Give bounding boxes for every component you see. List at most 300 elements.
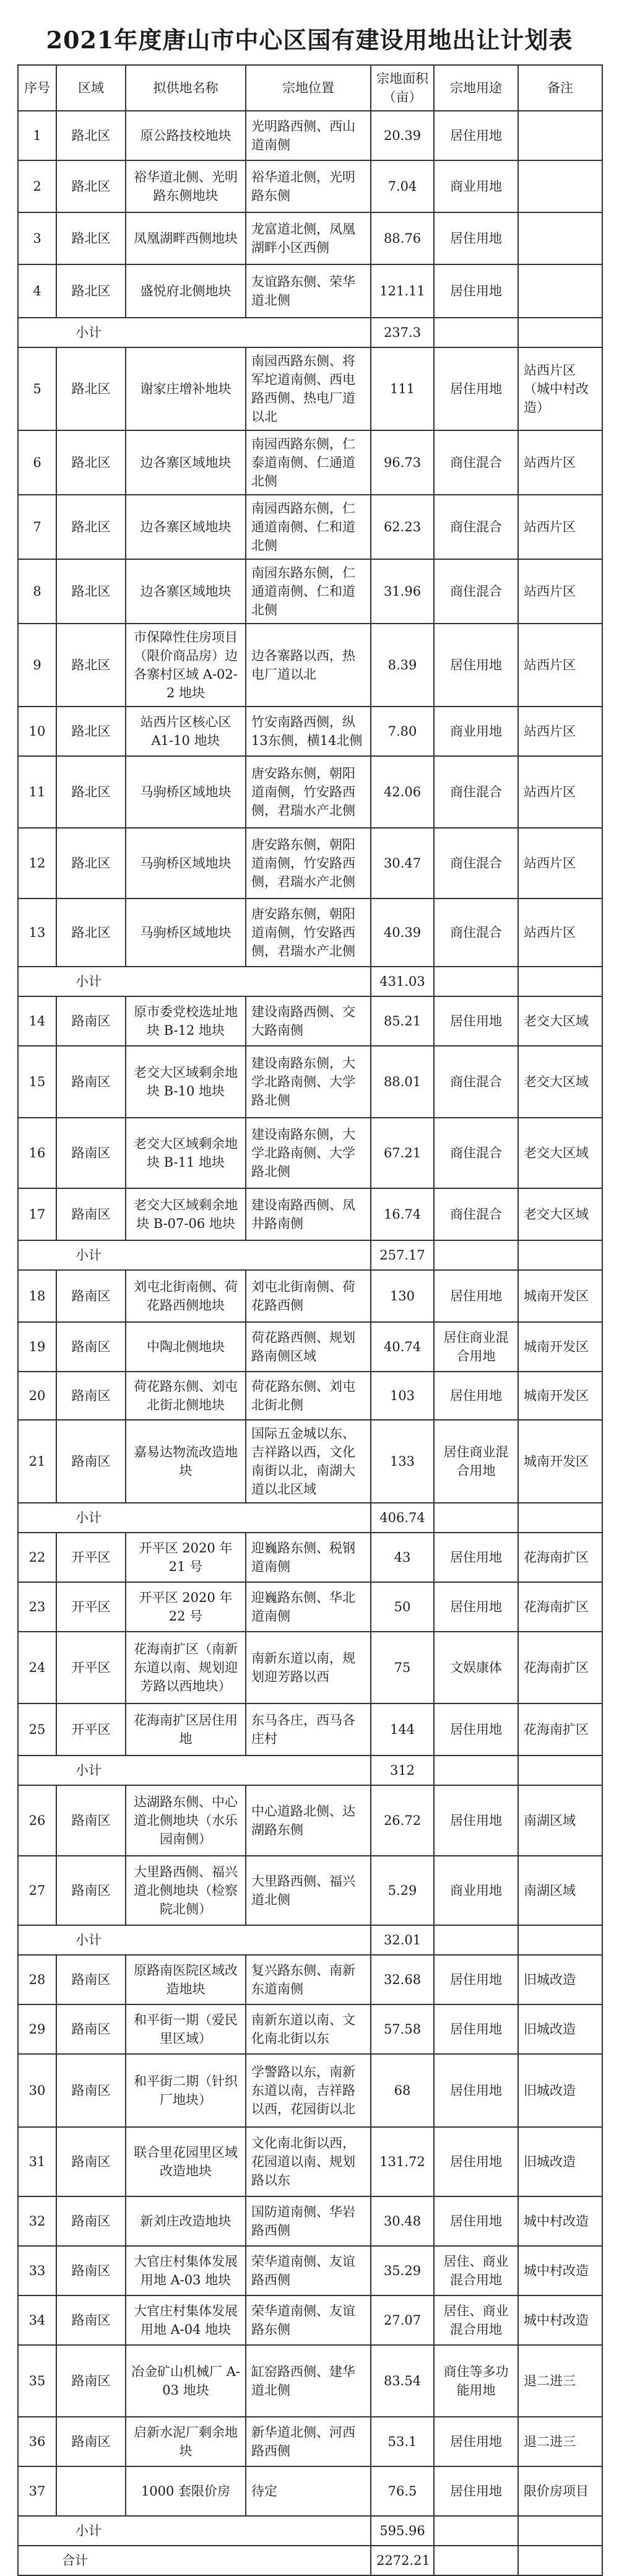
land-use-cell: 居住用地 [434, 347, 518, 430]
location-cell: 唐安路东侧，朝阳道南侧，竹安路西侧，君瑞水产北侧 [246, 828, 371, 899]
table-row [18, 2004, 602, 2054]
location-cell: 待定 [246, 2466, 371, 2516]
table-row [18, 2295, 602, 2345]
district-cell: 路南区 [56, 1420, 126, 1503]
table-row [18, 996, 602, 1046]
area-cell: 83.54 [371, 2345, 434, 2417]
land-use-cell: 居住用地 [434, 2196, 518, 2246]
parcel-name-cell: 马驹桥区域地块 [126, 899, 246, 967]
table-row [18, 624, 602, 707]
note-cell: 退二进三 [518, 2345, 602, 2417]
table-row [18, 1582, 602, 1632]
area-cell: 30.48 [371, 2196, 434, 2246]
parcel-name-cell: 刘屯北街南侧、荷花路西侧地块 [126, 1270, 246, 1322]
land-use-cell: 居住用地 [434, 2466, 518, 2516]
district-cell: 路南区 [56, 2054, 126, 2127]
subtotal-row [18, 2516, 602, 2546]
land-use-cell: 商住混合 [434, 559, 518, 624]
row-number: 24 [18, 1632, 56, 1704]
district-cell: 路南区 [56, 2417, 126, 2466]
district-cell: 路南区 [56, 2295, 126, 2345]
note-cell: 花海南扩区 [518, 1582, 602, 1632]
land-use-cell: 居住用地 [434, 1533, 518, 1582]
location-cell: 建设南路西侧、凤井路南侧 [246, 1188, 371, 1240]
land-use-cell: 居住用地 [434, 996, 518, 1046]
land-use-cell: 居住用地 [434, 111, 518, 160]
row-number: 34 [18, 2295, 56, 2345]
district-cell: 路北区 [56, 111, 126, 160]
note-cell: 花海南扩区 [518, 1632, 602, 1704]
location-cell: 缸窑路西侧、建华道北侧 [246, 2345, 371, 2417]
note-cell: 花海南扩区 [518, 1704, 602, 1756]
land-use-cell: 居住用地 [434, 1704, 518, 1756]
table-row [18, 264, 602, 318]
location-cell: 南新东道以南、文化南北街以东 [246, 2004, 371, 2054]
row-number: 25 [18, 1704, 56, 1756]
parcel-name-cell: 大官庄村集体发展用地 A-03 地块 [126, 2246, 246, 2295]
table-row [18, 347, 602, 430]
subtotal-row [18, 1503, 602, 1533]
land-use-cell: 居住商业混合用地 [434, 1420, 518, 1503]
table-row [18, 495, 602, 559]
note-cell: 城中村改造 [518, 2196, 602, 2246]
area-cell: 130 [371, 1270, 434, 1322]
empty-cell [518, 1240, 602, 1270]
location-cell: 建设南路东侧，大学北路南侧、大学路北侧 [246, 1118, 371, 1188]
land-use-cell: 居住、商业混合用地 [434, 2295, 518, 2345]
empty-cell [518, 1925, 602, 1955]
area-cell: 103 [371, 1372, 434, 1420]
table-body [18, 111, 602, 2575]
note-cell: 城南开发区 [518, 1420, 602, 1503]
note-cell: 站西片区 [518, 559, 602, 624]
note-cell [518, 160, 602, 212]
location-cell: 学警路以东，南新东道以南，吉祥路以西，花园街以北 [246, 2054, 371, 2127]
parcel-name-cell: 裕华道北侧、光明路东侧地块 [126, 160, 246, 212]
parcel-name-cell: 盛悦府北侧地块 [126, 264, 246, 318]
subtotal-label: 小计 [18, 318, 371, 347]
area-cell: 35.29 [371, 2246, 434, 2295]
note-cell: 花海南扩区 [518, 1533, 602, 1582]
table-row [18, 1704, 602, 1756]
location-cell: 唐安路东侧，朝阳道南侧，竹安路西侧，君瑞水产北侧 [246, 756, 371, 828]
area-cell: 8.39 [371, 624, 434, 707]
table-row [18, 1372, 602, 1420]
district-cell: 路北区 [56, 707, 126, 756]
note-cell: 老交大区域 [518, 996, 602, 1046]
table-row [18, 1955, 602, 2004]
parcel-name-cell: 联合里花园里区域改造地块 [126, 2127, 246, 2196]
district-cell: 路南区 [56, 2246, 126, 2295]
land-use-cell: 商住混合 [434, 430, 518, 495]
land-use-cell: 商住混合 [434, 1118, 518, 1188]
location-cell: 国防道南侧、华岩路西侧 [246, 2196, 371, 2246]
total-label: 合计 [18, 2546, 371, 2575]
table-row [18, 1785, 602, 1856]
parcel-name-cell: 原市委党校选址地块 B-12 地块 [126, 996, 246, 1046]
land-use-cell: 居住用地 [434, 2417, 518, 2466]
table-row [18, 1118, 602, 1188]
parcel-name-cell: 马驹桥区域地块 [126, 828, 246, 899]
note-cell: 旧城改造 [518, 2127, 602, 2196]
row-number: 23 [18, 1582, 56, 1632]
row-number: 10 [18, 707, 56, 756]
empty-cell [434, 967, 518, 996]
table-row [18, 828, 602, 899]
parcel-name-cell: 凤凰湖畔西侧地块 [126, 212, 246, 264]
subtotal-label: 小计 [18, 1756, 371, 1785]
parcel-name-cell: 嘉易达物流改造地块 [126, 1420, 246, 1503]
location-cell: 复兴路东侧、南新东道南侧 [246, 1955, 371, 2004]
row-number: 28 [18, 1955, 56, 2004]
area-cell: 88.76 [371, 212, 434, 264]
area-cell: 40.39 [371, 899, 434, 967]
area-cell: 31.96 [371, 559, 434, 624]
header-no: 序号 [18, 65, 56, 111]
row-number: 26 [18, 1785, 56, 1856]
land-use-cell: 居住用地 [434, 212, 518, 264]
subtotal-value: 406.74 [371, 1503, 434, 1533]
district-cell: 路北区 [56, 624, 126, 707]
subtotal-row [18, 967, 602, 996]
location-cell: 新华道北侧、河西路西侧 [246, 2417, 371, 2466]
note-cell: 站西片区 [518, 828, 602, 899]
note-cell: 城南开发区 [518, 1372, 602, 1420]
location-cell: 建设南路西侧、交大路南侧 [246, 996, 371, 1046]
row-number: 14 [18, 996, 56, 1046]
note-cell: 旧城改造 [518, 2004, 602, 2054]
district-cell: 路北区 [56, 559, 126, 624]
parcel-name-cell: 大里路西侧、福兴道北侧地块（检察院北侧） [126, 1856, 246, 1925]
subtotal-value: 237.3 [371, 318, 434, 347]
row-number: 15 [18, 1046, 56, 1118]
empty-cell [434, 318, 518, 347]
district-cell: 路南区 [56, 2345, 126, 2417]
subtotal-label: 小计 [18, 1240, 371, 1270]
table-row [18, 2127, 602, 2196]
area-cell: 43 [371, 1533, 434, 1582]
row-number: 9 [18, 624, 56, 707]
land-use-cell: 居住用地 [434, 1785, 518, 1856]
land-use-cell: 居住用地 [434, 2004, 518, 2054]
table-row [18, 1632, 602, 1704]
location-cell: 南园西路东侧、将军坨道南侧、西电路西侧、热电厂道以北 [246, 347, 371, 430]
note-cell: 站西片区 [518, 756, 602, 828]
district-cell: 路南区 [56, 1322, 126, 1372]
district-cell: 路北区 [56, 347, 126, 430]
district-cell: 路南区 [56, 2196, 126, 2246]
row-number: 3 [18, 212, 56, 264]
district-cell: 路南区 [56, 1118, 126, 1188]
note-cell: 老交大区域 [518, 1118, 602, 1188]
table-row [18, 899, 602, 967]
row-number: 12 [18, 828, 56, 899]
row-number: 35 [18, 2345, 56, 2417]
land-plan-table [17, 64, 603, 2576]
subtotal-row [18, 1240, 602, 1270]
note-cell: 限价房项目 [518, 2466, 602, 2516]
location-cell: 龙富道北侧，凤凰湖畔小区西侧 [246, 212, 371, 264]
empty-cell [518, 967, 602, 996]
parcel-name-cell: 花海南扩区居住用地 [126, 1704, 246, 1756]
total-value: 2272.21 [371, 2546, 434, 2575]
area-cell: 30.47 [371, 828, 434, 899]
parcel-name-cell: 马驹桥区域地块 [126, 756, 246, 828]
table-row [18, 1270, 602, 1322]
area-cell: 7.04 [371, 160, 434, 212]
location-cell: 刘屯北街南侧、荷花路西侧 [246, 1270, 371, 1322]
empty-cell [518, 1756, 602, 1785]
note-cell: 旧城改造 [518, 2054, 602, 2127]
district-cell: 路南区 [56, 1372, 126, 1420]
table-header-row [18, 65, 602, 111]
table-row [18, 559, 602, 624]
subtotal-label: 小计 [18, 1925, 371, 1955]
area-cell: 7.80 [371, 707, 434, 756]
empty-cell [434, 2546, 518, 2575]
land-use-cell: 居住商业混合用地 [434, 1322, 518, 1372]
land-use-cell: 商住混合 [434, 1188, 518, 1240]
parcel-name-cell: 市保障性住房项目（限价商品房）边各寨村区域 A-02-2 地块 [126, 624, 246, 707]
empty-cell [518, 2516, 602, 2546]
note-cell [518, 212, 602, 264]
parcel-name-cell: 启新水泥厂剩余地块 [126, 2417, 246, 2466]
subtotal-label: 小计 [18, 967, 371, 996]
location-cell: 迎巍路东侧、华北道南侧 [246, 1582, 371, 1632]
row-number: 4 [18, 264, 56, 318]
district-cell: 路南区 [56, 1955, 126, 2004]
subtotal-label: 小计 [18, 2516, 371, 2546]
parcel-name-cell: 和平街二期（针织厂地块） [126, 2054, 246, 2127]
area-cell: 85.21 [371, 996, 434, 1046]
parcel-name-cell: 新刘庄改造地块 [126, 2196, 246, 2246]
district-cell: 开平区 [56, 1533, 126, 1582]
area-cell: 68 [371, 2054, 434, 2127]
note-cell: 老交大区域 [518, 1188, 602, 1240]
parcel-name-cell: 冶金矿山机械厂 A-03 地块 [126, 2345, 246, 2417]
empty-cell [518, 2546, 602, 2575]
district-cell: 路北区 [56, 756, 126, 828]
area-cell: 76.5 [371, 2466, 434, 2516]
header-area: 宗地面积（亩） [371, 65, 434, 111]
parcel-name-cell: 1000 套限价房 [126, 2466, 246, 2516]
parcel-name-cell: 老交大区域剩余地块 B-07-06 地块 [126, 1188, 246, 1240]
land-use-cell: 居住用地 [434, 1270, 518, 1322]
table-row [18, 111, 602, 160]
note-cell: 站西片区（城中村改造） [518, 347, 602, 430]
parcel-name-cell: 边各寨区域地块 [126, 559, 246, 624]
land-use-cell: 商业用地 [434, 707, 518, 756]
land-use-cell: 文娱康体 [434, 1632, 518, 1704]
table-row [18, 1046, 602, 1118]
table-row [18, 2054, 602, 2127]
parcel-name-cell: 和平街一期（爱民里区域） [126, 2004, 246, 2054]
subtotal-value: 595.96 [371, 2516, 434, 2546]
district-cell: 路南区 [56, 1188, 126, 1240]
land-use-cell: 商住混合 [434, 1046, 518, 1118]
table-row [18, 1188, 602, 1240]
location-cell: 东马各庄，西马各庄村 [246, 1704, 371, 1756]
area-cell: 111 [371, 347, 434, 430]
note-cell: 站西片区 [518, 899, 602, 967]
district-cell: 路北区 [56, 160, 126, 212]
land-use-cell: 商住等多功能用地 [434, 2345, 518, 2417]
district-cell: 路南区 [56, 1270, 126, 1322]
area-cell: 96.73 [371, 430, 434, 495]
empty-cell [518, 1503, 602, 1533]
district-cell: 路南区 [56, 2004, 126, 2054]
empty-cell [434, 1756, 518, 1785]
district-cell: 开平区 [56, 1582, 126, 1632]
location-cell: 南园西路东侧，仁泰道南侧、仁通道北侧 [246, 430, 371, 495]
district-cell: 路北区 [56, 430, 126, 495]
row-number: 37 [18, 2466, 56, 2516]
location-cell: 大里路西侧、福兴道北侧 [246, 1856, 371, 1925]
note-cell: 城中村改造 [518, 2295, 602, 2345]
table-row [18, 1420, 602, 1503]
parcel-name-cell: 荷花路东侧、刘屯北街北侧地块 [126, 1372, 246, 1420]
subtotal-value: 431.03 [371, 967, 434, 996]
location-cell: 边各寨路以西，热电厂道以北 [246, 624, 371, 707]
row-number: 36 [18, 2417, 56, 2466]
row-number: 7 [18, 495, 56, 559]
note-cell: 退二进三 [518, 2417, 602, 2466]
area-cell: 144 [371, 1704, 434, 1756]
area-cell: 20.39 [371, 111, 434, 160]
district-cell: 路南区 [56, 996, 126, 1046]
row-number: 5 [18, 347, 56, 430]
table-row [18, 2417, 602, 2466]
location-cell: 建设南路东侧，大学北路南侧、大学路北侧 [246, 1046, 371, 1118]
parcel-name-cell: 大官庄村集体发展用地 A-04 地块 [126, 2295, 246, 2345]
parcel-name-cell: 开平区 2020 年 21 号 [126, 1533, 246, 1582]
district-cell: 开平区 [56, 1704, 126, 1756]
parcel-name-cell: 开平区 2020 年 22 号 [126, 1582, 246, 1632]
land-use-cell: 居住用地 [434, 1582, 518, 1632]
area-cell: 57.58 [371, 2004, 434, 2054]
row-number: 21 [18, 1420, 56, 1503]
district-cell: 路南区 [56, 2127, 126, 2196]
location-cell: 荣华道南侧、友谊路西侧 [246, 2246, 371, 2295]
location-cell: 南新东道以南，规划迎芳路以西 [246, 1632, 371, 1704]
row-number: 1 [18, 111, 56, 160]
header-use: 宗地用途 [434, 65, 518, 111]
land-use-cell: 居住用地 [434, 2127, 518, 2196]
subtotal-row [18, 318, 602, 347]
note-cell: 南湖区域 [518, 1856, 602, 1925]
location-cell: 竹安南路西侧，纵13东侧，横14北侧 [246, 707, 371, 756]
land-use-cell: 商住混合 [434, 828, 518, 899]
location-cell: 南园西路东侧，仁通道南侧、仁和道北侧 [246, 495, 371, 559]
land-use-cell: 居住用地 [434, 1372, 518, 1420]
note-cell: 城南开发区 [518, 1270, 602, 1322]
note-cell [518, 264, 602, 318]
header-name: 拟供地名称 [126, 65, 246, 111]
note-cell: 旧城改造 [518, 1955, 602, 2004]
area-cell: 40.74 [371, 1322, 434, 1372]
location-cell: 南园东路东侧，仁通道南侧、仁和道北侧 [246, 559, 371, 624]
row-number: 33 [18, 2246, 56, 2295]
table-row [18, 2246, 602, 2295]
subtotal-value: 312 [371, 1756, 434, 1785]
area-cell: 121.11 [371, 264, 434, 318]
location-cell: 荷花路西侧、规划路南侧区域 [246, 1322, 371, 1372]
empty-cell [434, 2516, 518, 2546]
row-number: 6 [18, 430, 56, 495]
header-location: 宗地位置 [246, 65, 371, 111]
district-cell: 路北区 [56, 212, 126, 264]
land-use-cell: 居住用地 [434, 1955, 518, 2004]
note-cell: 南湖区域 [518, 1785, 602, 1856]
parcel-name-cell: 边各寨区域地块 [126, 430, 246, 495]
land-use-cell: 居住、商业混合用地 [434, 2246, 518, 2295]
subtotal-value: 32.01 [371, 1925, 434, 1955]
table-row [18, 2345, 602, 2417]
row-number: 18 [18, 1270, 56, 1322]
district-cell: 路北区 [56, 828, 126, 899]
land-use-cell: 商业用地 [434, 1856, 518, 1925]
table-row [18, 1322, 602, 1372]
area-cell: 133 [371, 1420, 434, 1503]
note-cell: 城南开发区 [518, 1322, 602, 1372]
district-cell: 路南区 [56, 1785, 126, 1856]
parcel-name-cell: 老交大区域剩余地块 B-11 地块 [126, 1118, 246, 1188]
subtotal-row [18, 1756, 602, 1785]
table-row [18, 160, 602, 212]
parcel-name-cell: 站西片区核心区 A1-10 地块 [126, 707, 246, 756]
area-cell: 75 [371, 1632, 434, 1704]
subtotal-label: 小计 [18, 1503, 371, 1533]
land-use-cell: 居住用地 [434, 624, 518, 707]
location-cell: 迎巍路东侧、税钢道南侧 [246, 1533, 371, 1582]
location-cell: 荣华道南侧、友谊路东侧 [246, 2295, 371, 2345]
parcel-name-cell: 原路南医院区域改造地块 [126, 1955, 246, 2004]
area-cell: 27.07 [371, 2295, 434, 2345]
location-cell: 友谊路东侧、荣华道北侧 [246, 264, 371, 318]
area-cell: 5.29 [371, 1856, 434, 1925]
table-row [18, 1533, 602, 1582]
row-number: 19 [18, 1322, 56, 1372]
location-cell: 文化南北街以西，花园道以南、规划路以东 [246, 2127, 371, 2196]
empty-cell [434, 1503, 518, 1533]
location-cell: 唐安路东侧，朝阳道南侧，竹安路西侧，君瑞水产北侧 [246, 899, 371, 967]
parcel-name-cell: 达湖路东侧、中心道北侧地块（水乐园南侧） [126, 1785, 246, 1856]
row-number: 11 [18, 756, 56, 828]
row-number: 8 [18, 559, 56, 624]
table-row [18, 2196, 602, 2246]
land-use-cell: 商住混合 [434, 495, 518, 559]
table-row [18, 707, 602, 756]
note-cell: 老交大区域 [518, 1046, 602, 1118]
row-number: 30 [18, 2054, 56, 2127]
row-number: 17 [18, 1188, 56, 1240]
land-use-cell: 商住混合 [434, 899, 518, 967]
district-cell [56, 2466, 126, 2516]
parcel-name-cell: 谢家庄增补地块 [126, 347, 246, 430]
note-cell [518, 111, 602, 160]
row-number: 20 [18, 1372, 56, 1420]
land-use-cell: 居住用地 [434, 264, 518, 318]
table-row [18, 212, 602, 264]
parcel-name-cell: 中陶北侧地块 [126, 1322, 246, 1372]
table-row [18, 430, 602, 495]
location-cell: 荷花路东侧、刘屯北街北侧 [246, 1372, 371, 1420]
row-number: 13 [18, 899, 56, 967]
header-district: 区域 [56, 65, 126, 111]
header-note: 备注 [518, 65, 602, 111]
note-cell: 城中村改造 [518, 2246, 602, 2295]
table-row [18, 1856, 602, 1925]
